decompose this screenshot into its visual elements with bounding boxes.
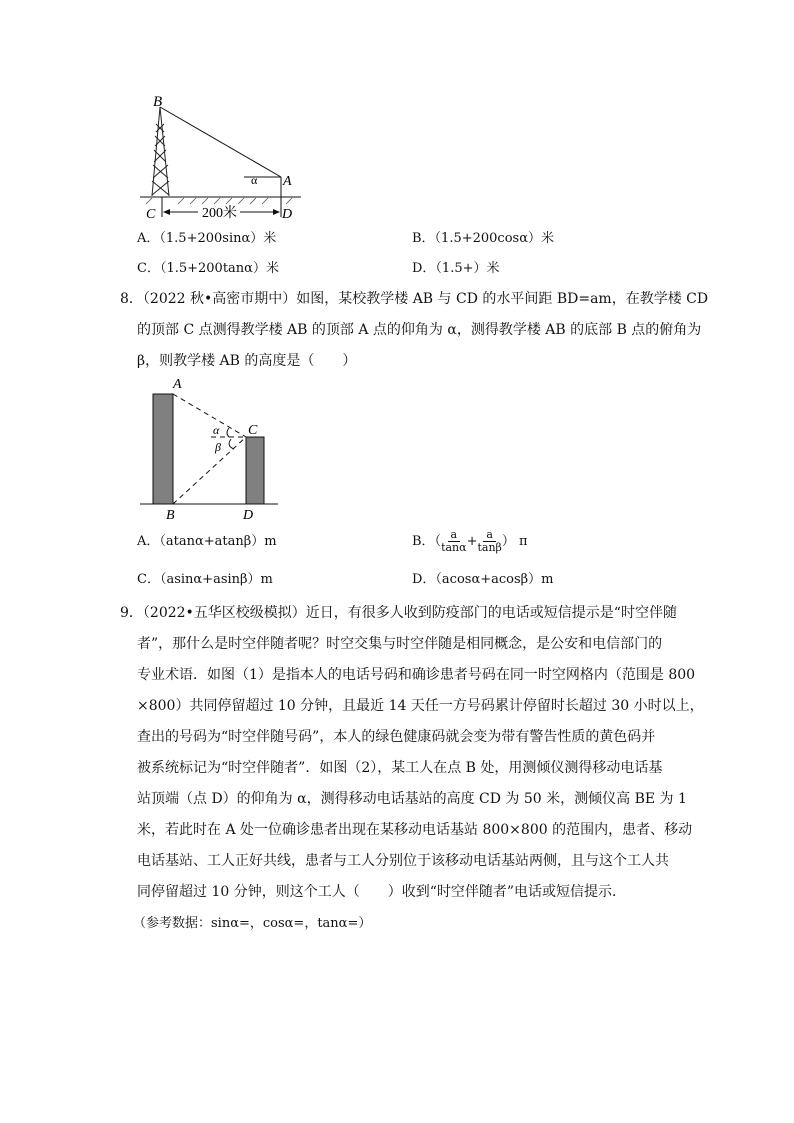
q7-option-b[interactable]: B．（1.5+200cosα）米 [412,231,554,246]
label-A: A [283,174,292,189]
q7-option-a[interactable]: A．（1.5+200sinα）米 [137,231,277,246]
q8-option-c[interactable]: C．（asinα+asinβ）m [137,572,273,587]
denominator: tanα [441,541,467,554]
option-prefix: B．（ [412,534,442,549]
q9-line-3: 专业术语．如图（1）是指本人的电话号码和确诊患者号码在同一时空网格内（范围是 800 [137,667,696,683]
q8-option-b[interactable] [412,528,528,556]
fraction-2 [477,529,501,554]
label-A: A [173,377,182,392]
q7-option-c[interactable]: C．（1.5+200tanα）米 [137,261,279,276]
plus: + [466,534,478,549]
label-B: B [166,508,175,523]
q9-line-10: 同停留超过 10 分钟，则这个工人（ ）收到“时空伴随者”电话或短信提示． [137,884,627,900]
label-beta: β [215,440,221,454]
q9-line-1: 9．（2022•五华区校级模拟）近日，有很多人收到防疫部门的电话或短信提示是“时空伴随 [120,605,677,621]
buildings-figure [138,373,283,523]
q8-option-a[interactable]: A．（atanα+atanβ）m [137,534,277,549]
label-C: C [248,423,258,438]
tower-figure [138,92,308,227]
q7-option-d[interactable]: D．（1.5+）米 [412,261,500,276]
label-alpha: α [213,423,220,437]
label-distance: 200米 [202,206,237,221]
q9-line-9: 电话基站、工人正好共线，患者与工人分别位于该移动电话基站两侧，且与这个工人共 [137,853,669,869]
numerator: a [483,529,496,542]
q9-line-6: 被系统标记为“时空伴随者”．如图（2），某工人在点 B 处，用测倾仪测得移动电话基 [137,760,663,776]
q8-line-3: β，则教学楼 AB 的高度是（ ） [137,353,357,369]
label-B: B [153,94,163,110]
label-D: D [282,207,293,222]
label-alpha: α [251,173,258,187]
label-C: C [146,207,156,222]
label-D: D [243,508,254,523]
denominator: tanβ [477,541,502,554]
numerator: a [448,529,461,542]
q9-line-4: ×800）共同停留超过 10 分钟，且最近 14 天任一方号码累计停留时长超过 30 小时以上， [137,698,704,714]
tower-icon [152,107,169,196]
fraction-1 [441,529,467,554]
q9-line-2: 者”，那什么是时空伴随者呢？时空交集与时空伴随是相同概念，是公安和电信部门的 [137,636,663,652]
q9-reference-data: （参考数据：sinα=，cosα=，tanα=） [133,916,372,931]
q8-option-d[interactable]: D．（acosα+acosβ）m [412,572,554,587]
option-suffix: ） π [501,534,528,549]
q9-line-7: 站顶端（点 D）的仰角为 α，测得移动电话基站的高度 CD 为 50 米，测倾仪高 BE 为 1 [137,791,687,807]
q8-line-2: 的顶部 C 点测得教学楼 AB 的顶部 A 点的仰角为 α，测得教学楼 AB 的底部 B 点的俯角为 [137,322,702,338]
q9-line-8: 米，若此时在 A 处一位确诊患者出现在某移动电话基站 800×800 的范围内，患者、移动 [137,822,693,838]
q8-line-1: 8．（2022 秋•高密市期中）如图，某校教学楼 AB 与 CD 的水平间距 BD=am，在教学楼 CD [120,291,709,307]
q9-line-5: 查出的号码为“时空伴随号码”，本人的绿色健康码就会变为带有警告性质的黄色码并 [137,729,656,745]
